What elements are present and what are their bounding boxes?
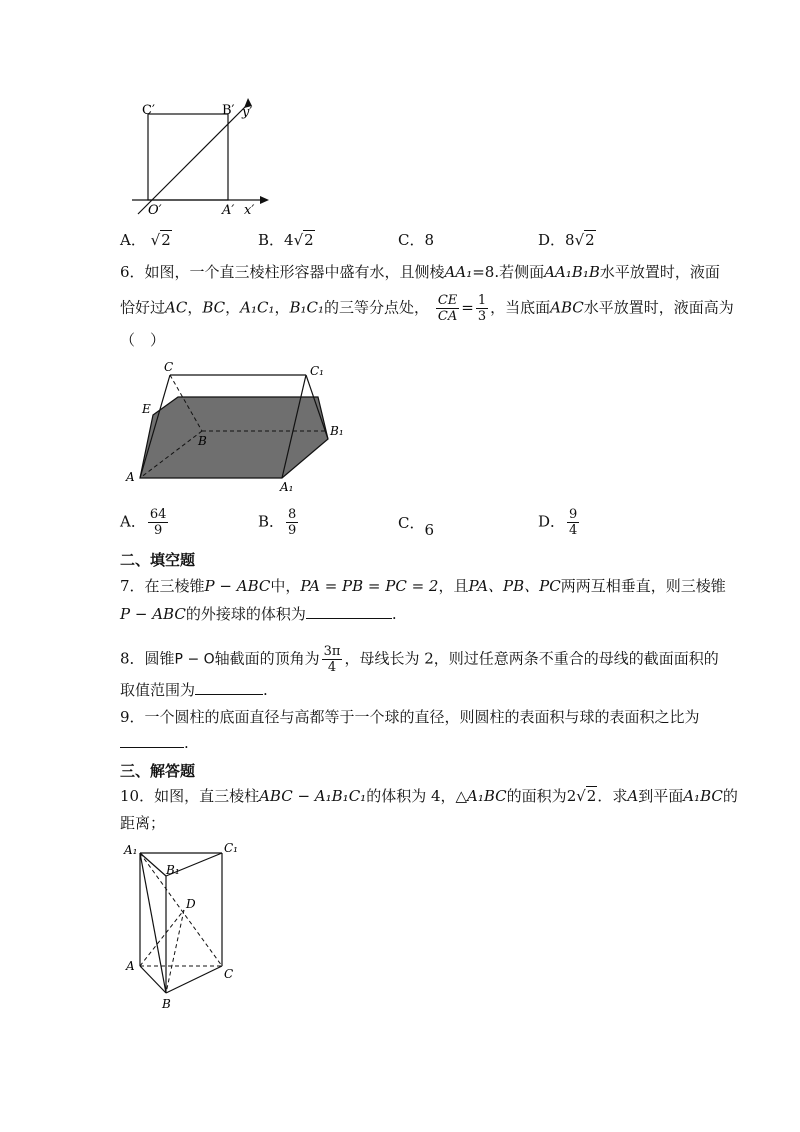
label-c-prime: C′ (142, 103, 155, 118)
q9-line-2: . (120, 733, 189, 753)
edge-b-c (166, 966, 222, 993)
q7-line-2: P − ABC的外接球的体积为 . (120, 605, 397, 623)
label-c1: C₁ (310, 364, 324, 378)
label-a: A (126, 959, 135, 973)
q6-line-2: 恰好过AC，BC，A₁C₁，B₁C₁的三等分点处， $\frac{CE}{CA}$ = $\frac{1}{3}$ ，当底面ABC水平放置时，液面高为 (120, 293, 734, 324)
section-solution-heading: 三、解答题 (120, 762, 196, 780)
edge-d-b-hidden (166, 910, 184, 993)
label-a1: A₁ (280, 480, 294, 494)
q5-option-b: B．4√2 (258, 231, 314, 249)
label-c: C (224, 967, 234, 981)
q8-line-1: 8．圆锥P − O轴截面的顶角为 $\frac{3\pi}{4}$ ，母线长为 2，则过任意两条不重合的母线的截面面积的 (120, 644, 719, 675)
edge-a-d-hidden (140, 910, 184, 966)
q6-line-1: 6．如图，一个直三棱柱形容器中盛有水，且侧棱AA₁=8.若侧面AA₁B₁B水平放置时，液面 (120, 263, 720, 281)
q9-line-1: 9．一个圆柱的底面直径与高都等于一个球的直径，则圆柱的表面积与球的表面积之比为 (120, 708, 700, 726)
label-o-prime: O′ (148, 203, 162, 218)
label-b: B (198, 434, 207, 448)
q7-answer-blank[interactable] (306, 604, 392, 619)
q10-line-2: 距离； (120, 814, 166, 832)
q9-answer-blank[interactable] (120, 733, 184, 748)
label-y-prime: y′ (242, 105, 253, 120)
q6-option-c: C．6 (398, 514, 435, 539)
q6-option-b: B． $\frac{8}{9}$ (258, 507, 297, 538)
q5-option-a: A． √2 (120, 231, 171, 249)
square-outline (148, 114, 228, 200)
figure-oblique-square (120, 92, 280, 222)
label-b: B (162, 997, 171, 1011)
label-a: A (126, 470, 135, 484)
label-b1: B₁ (330, 424, 344, 438)
edge-a1-b (140, 853, 166, 993)
figure-prism-water (120, 355, 360, 495)
label-c: C (164, 360, 174, 374)
y-axis-line (138, 104, 248, 214)
q8-answer-blank[interactable] (195, 680, 263, 695)
label-d: D (186, 897, 196, 911)
label-b-prime: B′ (222, 103, 235, 118)
q5-option-d: D．8√2 (538, 231, 595, 249)
q6-fraction-ce-ca: $\frac{CE}{CA}$ (437, 293, 458, 324)
label-c1: C₁ (224, 841, 238, 855)
label-b1: B₁ (166, 863, 180, 877)
q7-line-1: 7．在三棱锥P − ABC中，PA = PB = PC = 2，且PA、PB、PC两两互相垂直，则三棱锥 (120, 577, 726, 595)
x-axis-arrow (260, 196, 269, 204)
label-x-prime: x′ (244, 203, 255, 218)
q6-option-d: D． $\frac{9}{4}$ (538, 507, 578, 538)
label-a-prime: A′ (222, 203, 235, 218)
q5-option-c: C．8 (398, 231, 435, 249)
label-a1: A₁ (124, 843, 138, 857)
q6-fraction-one-third: $\frac{1}{3}$ (477, 293, 487, 324)
q8-fraction: $\frac{3\pi}{4}$ (323, 644, 341, 675)
water-region (140, 397, 328, 478)
q8-line-2: 取值范围为 . (120, 681, 268, 699)
section-fill-in-heading: 二、填空题 (120, 551, 196, 569)
q10-line-1: 10．如图，直三棱柱ABC − A₁B₁C₁的体积为 4，△A₁BC的面积为2√2．求A到平面A₁BC的 (120, 787, 738, 805)
label-e: E (142, 402, 151, 416)
figure-prism-tetrahedron (118, 838, 258, 1013)
q6-answer-paren: （ ） (120, 331, 166, 349)
q6-option-a: A． $\frac{64}{9}$ (120, 507, 167, 538)
